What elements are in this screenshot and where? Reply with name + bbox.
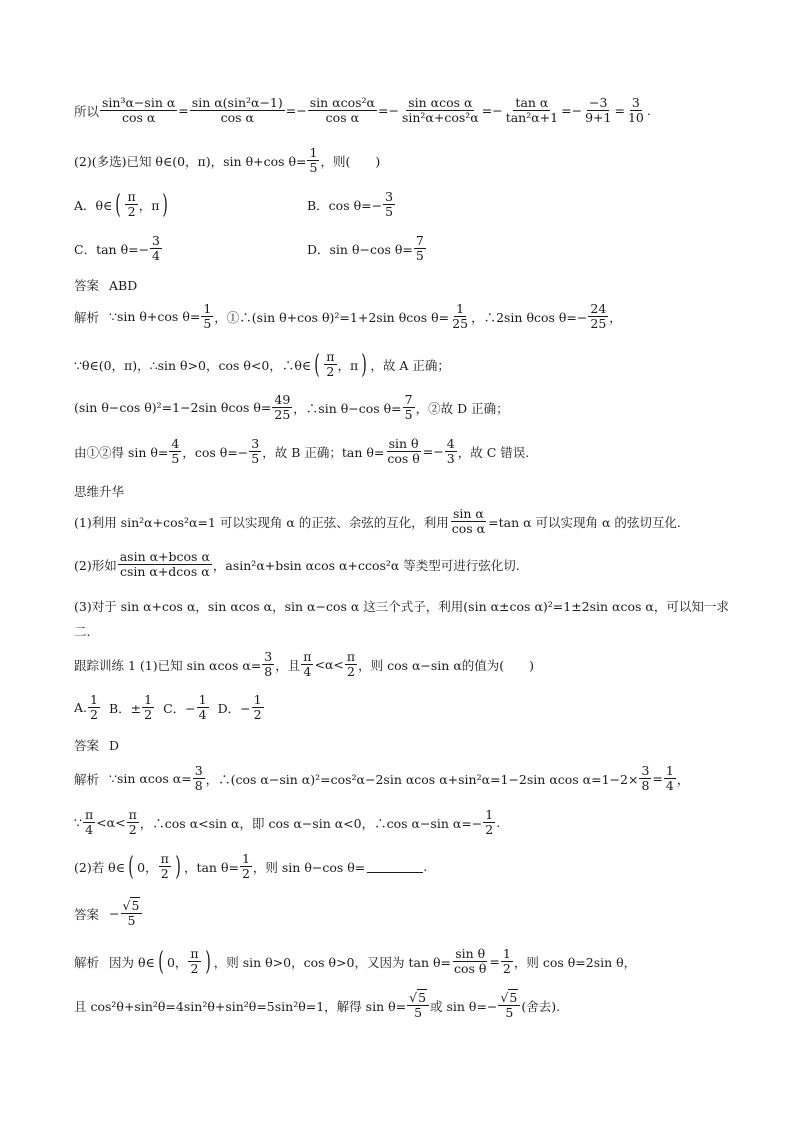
numerator: 1 bbox=[253, 692, 262, 707]
text: 因为 θ∈ bbox=[109, 954, 155, 970]
numerator: sin α(sin²α−1) bbox=[191, 95, 283, 110]
answer-2 bbox=[74, 736, 119, 754]
denominator: 2 bbox=[190, 961, 199, 977]
fraction bbox=[664, 764, 676, 794]
text: (2)形如 bbox=[74, 557, 117, 573]
fraction bbox=[400, 96, 481, 126]
fraction bbox=[324, 350, 336, 380]
denominator: 25 bbox=[274, 407, 291, 423]
text: ，则 cos θ=2sin θ， bbox=[513, 954, 637, 970]
denominator: cos α bbox=[325, 110, 360, 126]
text: A．θ∈ bbox=[74, 197, 113, 213]
text: = bbox=[178, 103, 189, 119]
fraction bbox=[414, 234, 426, 264]
section-title: 思维升华 bbox=[74, 484, 125, 499]
fraction bbox=[142, 693, 154, 723]
option-c bbox=[74, 234, 163, 264]
text: ，且 bbox=[275, 657, 301, 673]
denominator: 5 bbox=[414, 1005, 423, 1021]
numerator: 24 bbox=[590, 301, 607, 316]
text: D．− bbox=[217, 700, 251, 716]
text: ，∴2sin θcos θ=− bbox=[471, 309, 588, 325]
text: =− bbox=[422, 444, 444, 460]
solution-3-line-2 bbox=[74, 991, 560, 1021]
denominator: 10 bbox=[627, 110, 644, 126]
denominator: cos θ bbox=[387, 451, 420, 467]
text: 所以 bbox=[74, 103, 100, 119]
text: =− bbox=[378, 103, 399, 119]
denominator: 2 bbox=[90, 707, 98, 723]
numerator: 3 bbox=[631, 95, 640, 110]
denominator: csin α+dcos α bbox=[119, 564, 210, 580]
numerator: 1 bbox=[241, 851, 250, 866]
numerator: 3 bbox=[194, 763, 203, 778]
fraction bbox=[83, 808, 95, 838]
denominator: 2 bbox=[241, 866, 250, 882]
denominator: 5 bbox=[251, 451, 260, 467]
numerator: π bbox=[190, 946, 199, 961]
text: = bbox=[652, 771, 663, 787]
fraction bbox=[588, 302, 608, 332]
text: ，故 A 正确； bbox=[370, 357, 450, 373]
numerator: π bbox=[128, 807, 137, 822]
track-question bbox=[74, 650, 534, 680]
text: ∵sin αcos α= bbox=[109, 771, 192, 787]
numerator: π bbox=[303, 649, 312, 664]
fraction bbox=[307, 146, 319, 176]
fraction bbox=[301, 650, 313, 680]
question-3 bbox=[74, 852, 427, 882]
text: ，∴cos α<sin α，即 cos α−sin α<0，∴cos α−sin α=− bbox=[139, 815, 483, 831]
fraction bbox=[249, 437, 261, 467]
numerator: 4 bbox=[171, 436, 180, 451]
fraction bbox=[262, 650, 274, 680]
solution-label: 解析 bbox=[74, 309, 100, 325]
text: ，则 sin θ−cos θ= bbox=[252, 859, 366, 875]
text: ∵ bbox=[74, 815, 82, 831]
denominator: tan²α+1 bbox=[505, 110, 559, 126]
text: ， bbox=[609, 309, 622, 325]
numerator: π bbox=[127, 189, 136, 204]
fraction bbox=[169, 437, 181, 467]
bracket: ) bbox=[162, 189, 169, 220]
text: = bbox=[614, 103, 625, 119]
text: A. bbox=[74, 700, 88, 716]
denominator: sin²α+cos²α bbox=[401, 110, 479, 126]
bracket: ) bbox=[204, 946, 211, 977]
text: ，π bbox=[138, 197, 160, 213]
text: . bbox=[646, 103, 651, 119]
denominator: 5 bbox=[127, 913, 136, 929]
denominator: 2 bbox=[347, 664, 355, 680]
denominator: cos α bbox=[451, 521, 486, 537]
numerator: 7 bbox=[415, 233, 424, 248]
answer-3 bbox=[74, 899, 143, 929]
thinking-point-3-cont: 二. bbox=[74, 624, 91, 639]
text: ∵sin θ+cos θ= bbox=[109, 309, 201, 325]
text: (1)利用 sin²α+cos²α=1 可以实现角 α 的正弦、余弦的互化，利用 bbox=[74, 514, 449, 530]
numerator: −3 bbox=[589, 95, 608, 110]
bracket: ) bbox=[175, 851, 181, 882]
denominator: cos θ bbox=[453, 961, 487, 977]
fraction bbox=[121, 899, 143, 929]
fraction bbox=[407, 991, 429, 1021]
text: B．cos θ=− bbox=[307, 197, 383, 213]
denominator: 2 bbox=[326, 364, 335, 380]
solution-2-line-1 bbox=[74, 764, 689, 794]
numerator: √5 bbox=[498, 991, 520, 1006]
numerator: 3 bbox=[641, 763, 650, 778]
denominator: 2 bbox=[127, 204, 136, 220]
text: = bbox=[489, 954, 500, 970]
option-b bbox=[307, 190, 396, 220]
text: =tan α 可以实现角 α 的弦切互化. bbox=[488, 514, 681, 530]
denominator: 4 bbox=[665, 778, 674, 794]
numerator: 1 bbox=[456, 301, 465, 316]
thinking-point-3: (3)对于 sin α+cos α，sin αcos α，sin α−cos α 这三个式子，利用(sin α±cos α)²=1±2sin αcos α，可以知一求 bbox=[74, 599, 729, 614]
denominator: 4 bbox=[198, 707, 207, 723]
numerator: sin θ bbox=[388, 436, 419, 451]
fraction bbox=[118, 550, 212, 580]
text: ，①∴(sin θ+cos θ)²=1+2sin θcos θ= bbox=[214, 309, 450, 325]
fraction bbox=[385, 437, 421, 467]
solution-label: 解析 bbox=[74, 771, 100, 787]
denominator: 3 bbox=[446, 451, 455, 467]
numerator: asin α+bcos α bbox=[119, 549, 210, 564]
denominator: 2 bbox=[128, 822, 137, 838]
text: . bbox=[423, 859, 428, 875]
text: C．tan θ=− bbox=[74, 241, 150, 257]
text: ，∴(cos α−sin α)²=cos²α−2sin αcos α+sin²α=1−2sin αcos α=1−2× bbox=[205, 771, 639, 787]
text: (2)若 θ∈ bbox=[74, 859, 125, 875]
bracket: ( bbox=[128, 851, 134, 882]
denominator: 8 bbox=[264, 664, 273, 680]
bracket: ( bbox=[115, 189, 122, 220]
text: 由①②得 sin θ= bbox=[74, 444, 169, 460]
text: D．sin θ−cos θ= bbox=[307, 241, 413, 257]
fraction bbox=[445, 437, 457, 467]
text: ，则 sin θ>0，cos θ>0，又因为 tan θ= bbox=[213, 954, 451, 970]
text: C．− bbox=[163, 700, 196, 716]
denominator: 2 bbox=[253, 707, 262, 723]
text: <α< bbox=[314, 657, 344, 673]
numerator: π bbox=[160, 851, 169, 866]
text: ，tan θ= bbox=[183, 859, 239, 875]
denominator: 2 bbox=[485, 822, 494, 838]
text: =− bbox=[561, 103, 583, 119]
denominator: 4 bbox=[152, 248, 160, 264]
denominator: 5 bbox=[385, 204, 394, 220]
fraction bbox=[501, 947, 513, 977]
fraction bbox=[127, 808, 139, 838]
text: =− bbox=[481, 103, 503, 119]
numerator: √5 bbox=[121, 899, 143, 914]
solution-1-line-3 bbox=[74, 393, 509, 423]
track-options bbox=[74, 693, 265, 723]
fraction bbox=[100, 96, 177, 126]
text: (舍去). bbox=[521, 998, 561, 1014]
numerator: 4 bbox=[446, 436, 455, 451]
denominator: 8 bbox=[194, 778, 203, 794]
fraction bbox=[583, 96, 613, 126]
thinking-point-1 bbox=[74, 507, 681, 537]
solution-1-line-4 bbox=[74, 437, 529, 467]
numerator: 49 bbox=[274, 392, 291, 407]
option-a bbox=[74, 190, 172, 220]
fraction bbox=[403, 393, 415, 423]
denominator: 5 bbox=[404, 407, 413, 423]
radicand: 5 bbox=[418, 990, 427, 1005]
numerator: π bbox=[326, 349, 335, 364]
numerator: tan α bbox=[515, 95, 549, 110]
fraction bbox=[626, 96, 646, 126]
denominator: 5 bbox=[171, 451, 180, 467]
fraction bbox=[383, 190, 395, 220]
bracket: ( bbox=[314, 349, 321, 380]
denominator: 5 bbox=[309, 160, 318, 176]
fraction bbox=[452, 947, 488, 977]
text: <α< bbox=[96, 815, 126, 831]
text: ，则 cos α−sin α的值为( ) bbox=[358, 657, 535, 673]
numerator: sin αcos²α bbox=[309, 95, 375, 110]
radicand: 5 bbox=[131, 898, 140, 913]
text: 跟踪训练 1 (1)已知 sin αcos α= bbox=[74, 657, 262, 673]
numerator: sin³α−sin α bbox=[102, 95, 176, 110]
numerator: 7 bbox=[404, 392, 413, 407]
solution-1-line-1 bbox=[74, 302, 622, 332]
denominator: 5 bbox=[505, 1005, 514, 1021]
text: − bbox=[109, 906, 120, 922]
text: ，π bbox=[337, 357, 359, 373]
fraction bbox=[252, 693, 264, 723]
fraction bbox=[88, 693, 100, 723]
thinking-point-2 bbox=[74, 550, 520, 580]
text: . bbox=[496, 815, 501, 831]
fraction bbox=[345, 650, 357, 680]
fraction bbox=[639, 764, 651, 794]
text: 且 cos²θ+sin²θ=4sin²θ+sin²θ=5sin²θ=1，解得 sin θ= bbox=[74, 998, 407, 1014]
numerator: 1 bbox=[502, 946, 511, 961]
text: ，∴sin θ−cos θ= bbox=[293, 400, 402, 416]
denominator: 5 bbox=[415, 248, 424, 264]
fraction bbox=[197, 693, 209, 723]
numerator: 1 bbox=[90, 692, 98, 707]
radicand: 5 bbox=[509, 990, 518, 1005]
denominator: 2 bbox=[144, 707, 153, 723]
text: ，②故 D 正确； bbox=[415, 400, 509, 416]
numerator: 1 bbox=[203, 301, 212, 316]
fraction bbox=[498, 991, 520, 1021]
denominator: 9+1 bbox=[585, 110, 612, 126]
text: ，则( ) bbox=[320, 153, 381, 169]
denominator: 25 bbox=[452, 316, 469, 332]
answer-value: D bbox=[109, 737, 120, 753]
fraction bbox=[450, 302, 470, 332]
solution-2-line-2 bbox=[74, 808, 500, 838]
numerator: π bbox=[346, 649, 356, 664]
fraction bbox=[159, 852, 171, 882]
denominator: 4 bbox=[303, 664, 312, 680]
numerator: 1 bbox=[198, 692, 207, 707]
fraction bbox=[483, 808, 495, 838]
numerator: 3 bbox=[152, 233, 160, 248]
derivation-line bbox=[74, 96, 651, 126]
fraction bbox=[190, 96, 285, 126]
denominator: 25 bbox=[590, 316, 607, 332]
text: 0， bbox=[166, 954, 188, 970]
solution-1-line-2 bbox=[74, 350, 450, 380]
text: 或 sin θ=− bbox=[430, 998, 498, 1014]
fraction bbox=[201, 302, 213, 332]
denominator: 8 bbox=[641, 778, 650, 794]
fraction bbox=[125, 190, 137, 220]
numerator: 1 bbox=[485, 807, 494, 822]
text: ∵θ∈(0，π)，∴sin θ>0，cos θ<0，∴θ∈ bbox=[74, 357, 312, 373]
answer-value: ABD bbox=[109, 277, 138, 293]
fraction bbox=[150, 234, 162, 264]
question-2 bbox=[74, 146, 380, 176]
denominator: 5 bbox=[203, 316, 212, 332]
solution-3-line-1 bbox=[74, 947, 636, 977]
numerator: sin θ bbox=[455, 946, 486, 961]
text: B．± bbox=[108, 700, 142, 716]
numerator: sin α bbox=[453, 506, 484, 521]
numerator: 3 bbox=[385, 189, 394, 204]
denominator: 2 bbox=[502, 961, 511, 977]
text: ， bbox=[676, 771, 690, 787]
fraction bbox=[188, 947, 200, 977]
numerator: 1 bbox=[309, 145, 318, 160]
text: ，asin²α+bsin αcos α+ccos²α 等类型可进行弦化切. bbox=[212, 557, 520, 573]
text: =− bbox=[285, 103, 307, 119]
bracket: ) bbox=[361, 349, 368, 380]
denominator: 2 bbox=[160, 866, 169, 882]
fraction bbox=[504, 96, 560, 126]
fraction bbox=[272, 393, 292, 423]
solution-label: 解析 bbox=[74, 954, 100, 970]
answer-label: 答案 bbox=[74, 278, 100, 293]
option-d bbox=[307, 234, 427, 264]
fraction bbox=[450, 507, 487, 537]
text: (sin θ−cos θ)²=1−2sin θcos θ= bbox=[74, 400, 272, 416]
text: ，故 B 正确；tan θ= bbox=[262, 444, 385, 460]
text: ，故 C 错误. bbox=[457, 444, 530, 460]
denominator: 4 bbox=[85, 822, 94, 838]
text: ，cos θ=− bbox=[182, 444, 249, 460]
fraction bbox=[193, 764, 205, 794]
answer-blank bbox=[367, 860, 423, 873]
answer-1 bbox=[74, 276, 137, 294]
numerator: √5 bbox=[407, 991, 429, 1006]
numerator: π bbox=[84, 807, 94, 822]
numerator: 1 bbox=[144, 692, 153, 707]
numerator: 3 bbox=[251, 436, 260, 451]
answer-label: 答案 bbox=[74, 906, 100, 922]
bracket: ( bbox=[158, 946, 164, 977]
fraction bbox=[240, 852, 252, 882]
answer-label: 答案 bbox=[74, 738, 100, 753]
numerator: 3 bbox=[264, 649, 273, 664]
fraction bbox=[308, 96, 377, 126]
text: 0， bbox=[137, 859, 158, 875]
denominator: cos α bbox=[220, 110, 254, 126]
denominator: cos α bbox=[121, 110, 156, 126]
numerator: 1 bbox=[665, 763, 674, 778]
text: (2)(多选)已知 θ∈(0，π)，sin θ+cos θ= bbox=[74, 153, 307, 169]
numerator: sin αcos α bbox=[408, 95, 473, 110]
